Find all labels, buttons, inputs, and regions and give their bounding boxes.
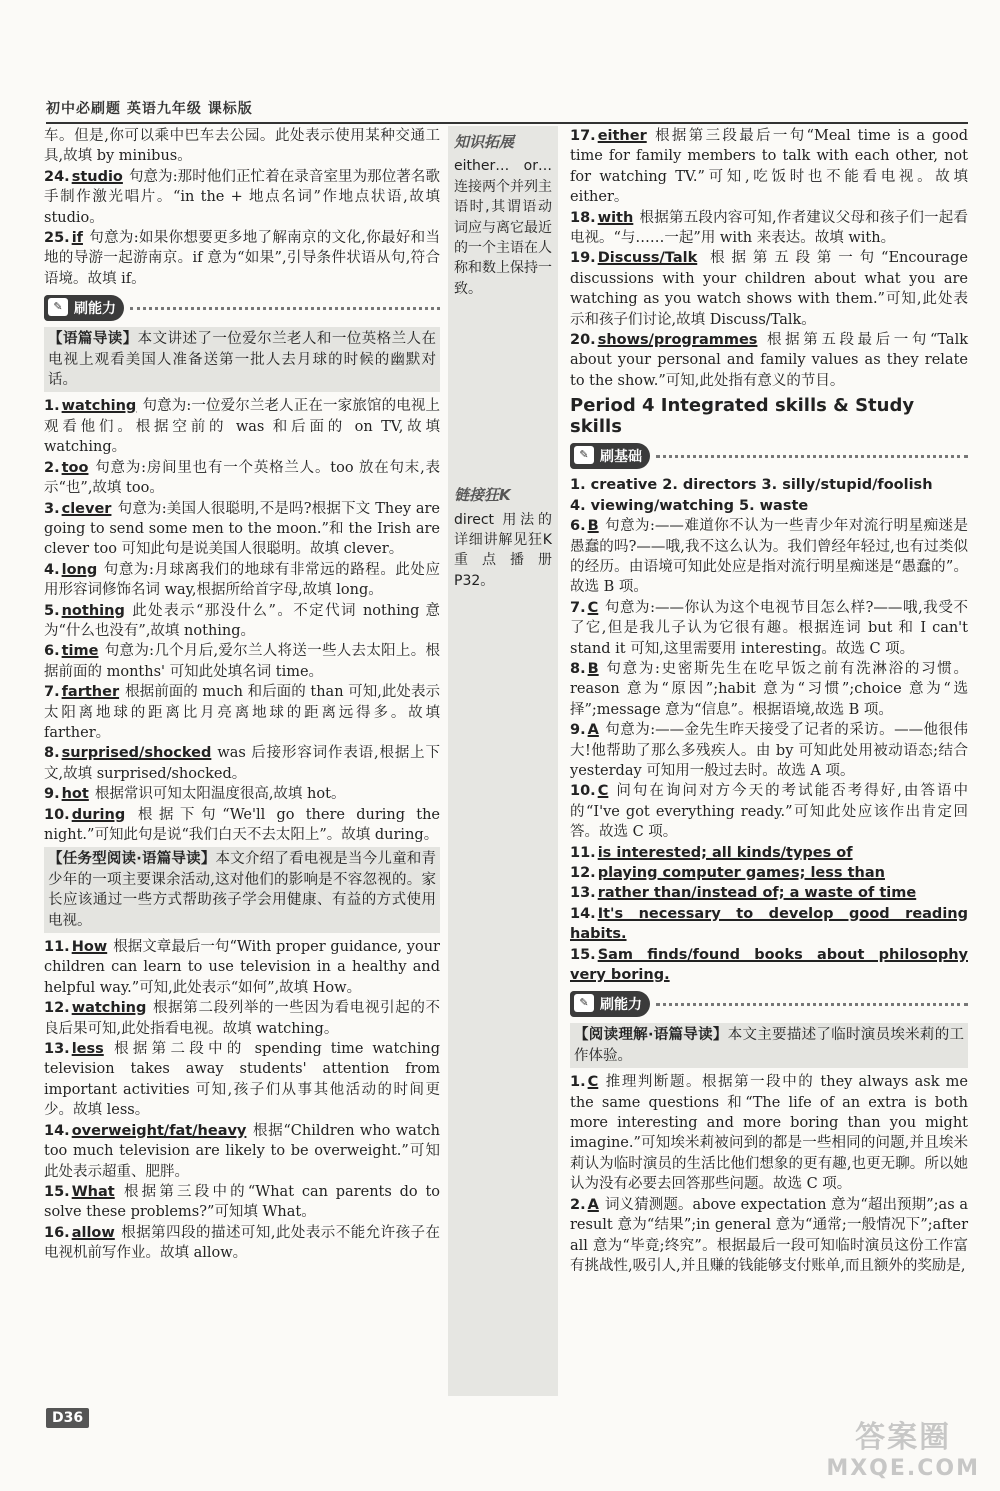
banner-ability-2 [570,989,968,1019]
item-explanation: 句意为:那时他们正忙着在录音室里为那位著名歌手制作激光唱片。“in the + 地点名词”作地点状语,故填 studio。 [44,168,440,226]
answer-item [570,126,968,208]
item-explanation: 根据第二段中的 spending time watching television takes away students' attention from important activities 可知,孩子们从事其他活动的时间更少。故填 less。 [44,1041,440,1119]
right-column [570,126,968,1276]
item-number: 4. [44,561,60,578]
item-number: 5. [44,602,60,619]
answer-item [570,720,968,781]
item-number: 9. [570,722,586,739]
item-number: 10. [44,806,70,823]
answer-item [44,1121,440,1182]
left-items-1 [44,396,440,845]
item-explanation: 根据常识可知太阳温度很高,故填 hot。 [94,786,346,803]
item-number: 2. [570,1196,586,1213]
banner-label: 刷能力 [74,301,116,318]
answer-item [570,883,968,903]
link-note: 链接狂K direct 用法的详细讲解见狂K重点播册 P32。 [454,486,552,589]
item-explanation: 根据第五段第一句“Encourage discussions with your children about what you are watching as you watch shows with them.”可知,此处表示和孩子们讨论,故填 Discuss/Talk。 [570,250,968,328]
answer-item [44,601,440,642]
item-answer: Sam finds/found books about philosophy very boring. [570,946,968,984]
answer-item [44,1223,440,1264]
answer-item [44,641,440,682]
item-number: 7. [44,684,60,701]
passage-guide-2: 【任务型阅读·语篇导读】本文介绍了看电视是当今儿童和青少年的一项主要课余活动,这对他们的影响是不容忽视的。家长应该通过一些方式帮助孩子学会用健康、有益的方式使用电视。 [44,847,440,933]
item-number: 1. [44,398,60,415]
page-header: 初中必刷题 英语九年级 课标版 [46,101,253,117]
passage-guide-1: 【语篇导读】本文讲述了一位爱尔兰老人和一位英格兰人在电视上观看美国人准备送第一批人去月球的时候的幽默对话。 [44,327,440,392]
item-answer: allow [71,1224,115,1241]
item-answer: during [71,806,126,823]
item-answer: studio [71,168,123,185]
answer-item [570,516,968,598]
item-answer: playing computer games; less than [597,865,885,881]
item-explanation: 根据下句“We'll go there during the night.”可知此句是说“我们白天不去太阳上”。故填 during。 [44,806,440,843]
item-answer: surprised/shocked [61,745,212,762]
item-explanation: 推理判断题。根据第一段中的 they always ask me the same questions 和“The life of an extra is both more interesting and more boring than you might imagine.”可知埃米莉被问到的都是一些相同的问题,并且埃米莉认为临时演员的生活比他们想象的更有趣,也更无聊。所以她认为没有必要去回答那些问题。故选 C 项。 [570,1074,968,1193]
banner-label: 刷基础 [600,449,642,466]
item-explanation: 根据第五段内容可知,作者建议父母和孩子们一起看电视。“与……一起”用 with 来表达。故填 with。 [570,209,968,247]
answer-item [570,598,968,659]
side-notes-column [448,126,558,1396]
item-explanation: 根据文章最后一句“With proper guidance, your children can learn to use television in a healthy and helpful way.”可知,此处表示“如何”,故填 How。 [44,939,440,996]
answer-item [570,248,968,330]
item-number: 16. [44,1224,70,1241]
item-explanation: 句意为:房间里也有一个英格兰人。too 放在句末,表示“也”,故填 too。 [44,459,440,497]
item-answer: B [587,660,599,677]
banner-label: 刷能力 [600,997,642,1014]
multiple-choice-items [570,516,968,843]
item-number: 9. [44,786,60,803]
item-explanation: 句意为:——难道你不认为一些青少年对流行明星痴迷是愚蠢的吗?——哦,我不这么认为。我们曾经年轻过,也有过类似的经历。由语境可知此处应是指对流行明星痴迷是“愚蠢的”。故选 B 项。 [570,518,968,596]
answer-item [44,1039,440,1121]
answer-item [44,1182,440,1223]
item-number: 13. [44,1041,70,1058]
item-answer: with [597,209,634,226]
item-explanation: 句意为:史密斯先生在吃早饭之前有洗淋浴的习惯。reason 意为“原因”;habit 意为“习惯”;choice 意为“选择”;message 意为“信息”。根据语境,故选 B 项。 [570,660,968,718]
item-answer: less [71,1041,104,1058]
item-number: 2. [44,459,60,476]
item-answer: is interested; all kinds/types of [597,844,853,861]
item-explanation: 根据第二段列举的一些因为看电视引起的不良后果可知,此处指看电视。故填 watching。 [44,1000,440,1037]
item-number: 14. [44,1122,70,1139]
answer-item [570,945,968,986]
item-number: 11. [570,844,596,861]
book-icon: ✎ [574,446,594,464]
item-number: 17. [570,128,596,144]
item-number: 7. [570,599,586,616]
item-explanation: 根据第四段的描述可知,此处表示不能允许孩子在电视机前写作业。故填 allow。 [44,1224,440,1262]
fill-in-items [570,843,968,986]
item-answer: rather than/instead of; a waste of time [597,885,917,902]
item-number: 13. [570,885,596,902]
item-explanation: 句意为:——你认为这个电视节目怎么样?——哦,我受不了它,但是我儿子认为它很有趣。根据连词 but 和 I can't stand it 可知,这里需要用 interesting。故选 C 项。 [570,599,968,657]
left-column [44,126,440,1264]
item-answer: What [71,1183,115,1200]
answer-item [570,208,968,249]
answer-item [44,560,440,601]
item-explanation: 句意为:一位爱尔兰老人正在一家旅馆的电视上观看他们。根据空前的 was 和后面的 on TV,故填 watching。 [44,398,440,456]
item-number: 3. [44,500,60,517]
answer-item [44,499,440,560]
item-answer: How [71,939,108,956]
answer-item [44,998,440,1039]
item-answer: clever [61,500,112,517]
left-pre-items [44,126,440,289]
basic-answer-line: 1. creative 2. directors 3. silly/stupid/foolish [570,477,933,494]
banner-basics [570,441,968,471]
item-explanation: 句意为:如果你想要更多地了解南京的文化,你最好和当地的导游一起游南京。if 意为“如果”,引导条件状语从句,符合语境。故填 if。 [44,230,440,287]
answer-item [570,1072,968,1194]
book-icon: ✎ [574,994,594,1012]
book-icon: ✎ [48,298,68,316]
basic-answer-line: 4. viewing/watching 5. waste [570,497,809,514]
item-answer: A [587,722,599,739]
answer-item [570,843,968,863]
item-number: 24. [44,168,70,185]
item-answer: overweight/fat/heavy [71,1122,247,1139]
item-explanation: 此处表示“那没什么”。不定代词 nothing 意为“什么也没有”,故填 nothing。 [44,602,440,639]
item-number: 15. [570,946,596,963]
item-explanation: was 后接形容词作表语,根据上下文,故填 surprised/shocked。 [44,745,440,782]
item-explanation: 根据前面的 much 和后面的 than 可知,此处表示太阳离地球的距离比月亮离地球的距离远得多。故填 farther。 [44,684,440,741]
header-rule [46,122,968,124]
item-answer: either [597,128,647,144]
item-answer: if [71,230,83,247]
item-number: 25. [44,230,70,247]
reading-items [570,1072,968,1276]
item-answer: watching [71,1000,147,1017]
item-number: 20. [570,332,596,349]
answer-item [570,781,968,842]
item-answer: shows/programmes [597,332,758,349]
basic-answers [570,475,968,516]
item-number: 1. [570,1074,586,1091]
passage-guide-3: 【阅读理解·语篇导读】本文主要描述了临时演员埃米莉的工作体验。 [570,1023,968,1068]
item-number: 18. [570,209,596,226]
left-items-2 [44,937,440,1264]
period-title: Period 4 Integrated skills & Study skills [570,395,915,438]
item-number: 12. [44,1000,70,1017]
knowledge-note: 知识拓展 either… or… 连接两个并列主语时,其谓语动词应与离它最近的一个主语在人称和数上保持一致。 [454,133,552,297]
banner-ability-1 [44,293,440,323]
item-answer: A [587,1196,599,1213]
item-explanation: 车。但是,你可以乘中巴车去公园。此处表示使用某种交通工具,故填 by minibus。 [44,128,440,165]
item-explanation: 句意为:月球离我们的地球有非常远的路程。此处应用形容词修饰名词 way,根据所给首字母,故填 long。 [44,561,440,599]
answer-item [44,167,440,228]
item-answer: Discuss/Talk [597,250,698,267]
item-number: 8. [570,660,586,677]
item-explanation: 句意为:几个月后,爱尔兰人将送一些人去太阳上。根据前面的 months' 可知此处填名词 time。 [44,643,440,680]
answer-item [44,805,440,846]
item-answer: B [587,518,599,535]
answer-item [570,330,968,391]
item-answer: farther [61,684,120,701]
answer-item [570,659,968,720]
item-answer: It's necessary to develop good reading habits. [570,905,968,943]
item-explanation: 根据第三段中的“What can parents do to solve these problems?”可知填 What。 [44,1183,440,1221]
answer-item [570,1195,968,1277]
answer-item [44,228,440,289]
answer-item [44,458,440,499]
item-answer: nothing [61,602,125,619]
item-number: 19. [570,250,596,267]
item-answer: long [61,561,98,578]
item-number: 14. [570,905,596,922]
item-answer: time [61,643,99,660]
item-answer: watching [61,398,137,415]
watermark: 答案圈 MXQE.COM [826,1420,980,1481]
item-number: 15. [44,1183,70,1200]
item-explanation: 问句在询问对方今天的考试能否考得好,由答语中的“I've got everything ready.”可知此处应该作出肯定回答。故选 C 项。 [570,783,968,841]
item-explanation: 词义猜测题。above expectation 意为“超出预期”;as a result 意为“结果”;in general 意为“通常;一般情况下”;after all 意为“毕竟;终究”。根据最后一段可知临时演员这份工作富有挑战性,吸引人,并且赚的钱能够支付账单,而且额外的奖励是, [570,1196,968,1274]
item-answer: C [587,599,599,616]
item-number: 6. [44,643,60,660]
item-explanation: 句意为:——金先生昨天接受了记者的采访。——他很伟大!他帮助了那么多残疾人。由 by 可知此处用被动语态;结合 yesterday 可知用一般过去时。故选 A 项。 [570,722,968,779]
item-explanation: 根据第三段最后一句“Meal time is a good time for family members to talk with each other, not for watching TV.”可知,吃饭时也不能看电视。故填 either。 [570,128,968,206]
answer-item [44,743,440,784]
item-answer: C [597,783,609,800]
item-answer: hot [61,786,89,803]
item-explanation: 根据“Children who watch too much television are likely to be overweight.”可知此处表示超重、肥胖。 [44,1122,440,1180]
answer-item [44,126,440,167]
answer-item [570,863,968,883]
item-number: 8. [44,745,60,762]
item-explanation: 句意为:美国人很聪明,不是吗?根据下文 They are going to send some men to the moon.”和 the Irish are clever too 可知此句是说美国人很聪明。故填 clever。 [44,500,440,558]
right-items [570,126,968,391]
item-answer: too [61,459,89,476]
item-number: 11. [44,939,70,956]
page-number: D36 [46,1408,89,1428]
answer-item [44,937,440,998]
item-answer: C [587,1074,599,1091]
item-explanation: 根据第五段最后一句“Talk about your personal and family values as they relate to the show.”可知,此处指有意义的节目。 [570,332,968,389]
item-number: 12. [570,865,596,881]
item-number: 6. [570,518,586,535]
answer-item [570,904,968,945]
answer-item [44,784,440,804]
item-number: 10. [570,783,596,800]
answer-item [44,396,440,457]
answer-item [44,682,440,743]
